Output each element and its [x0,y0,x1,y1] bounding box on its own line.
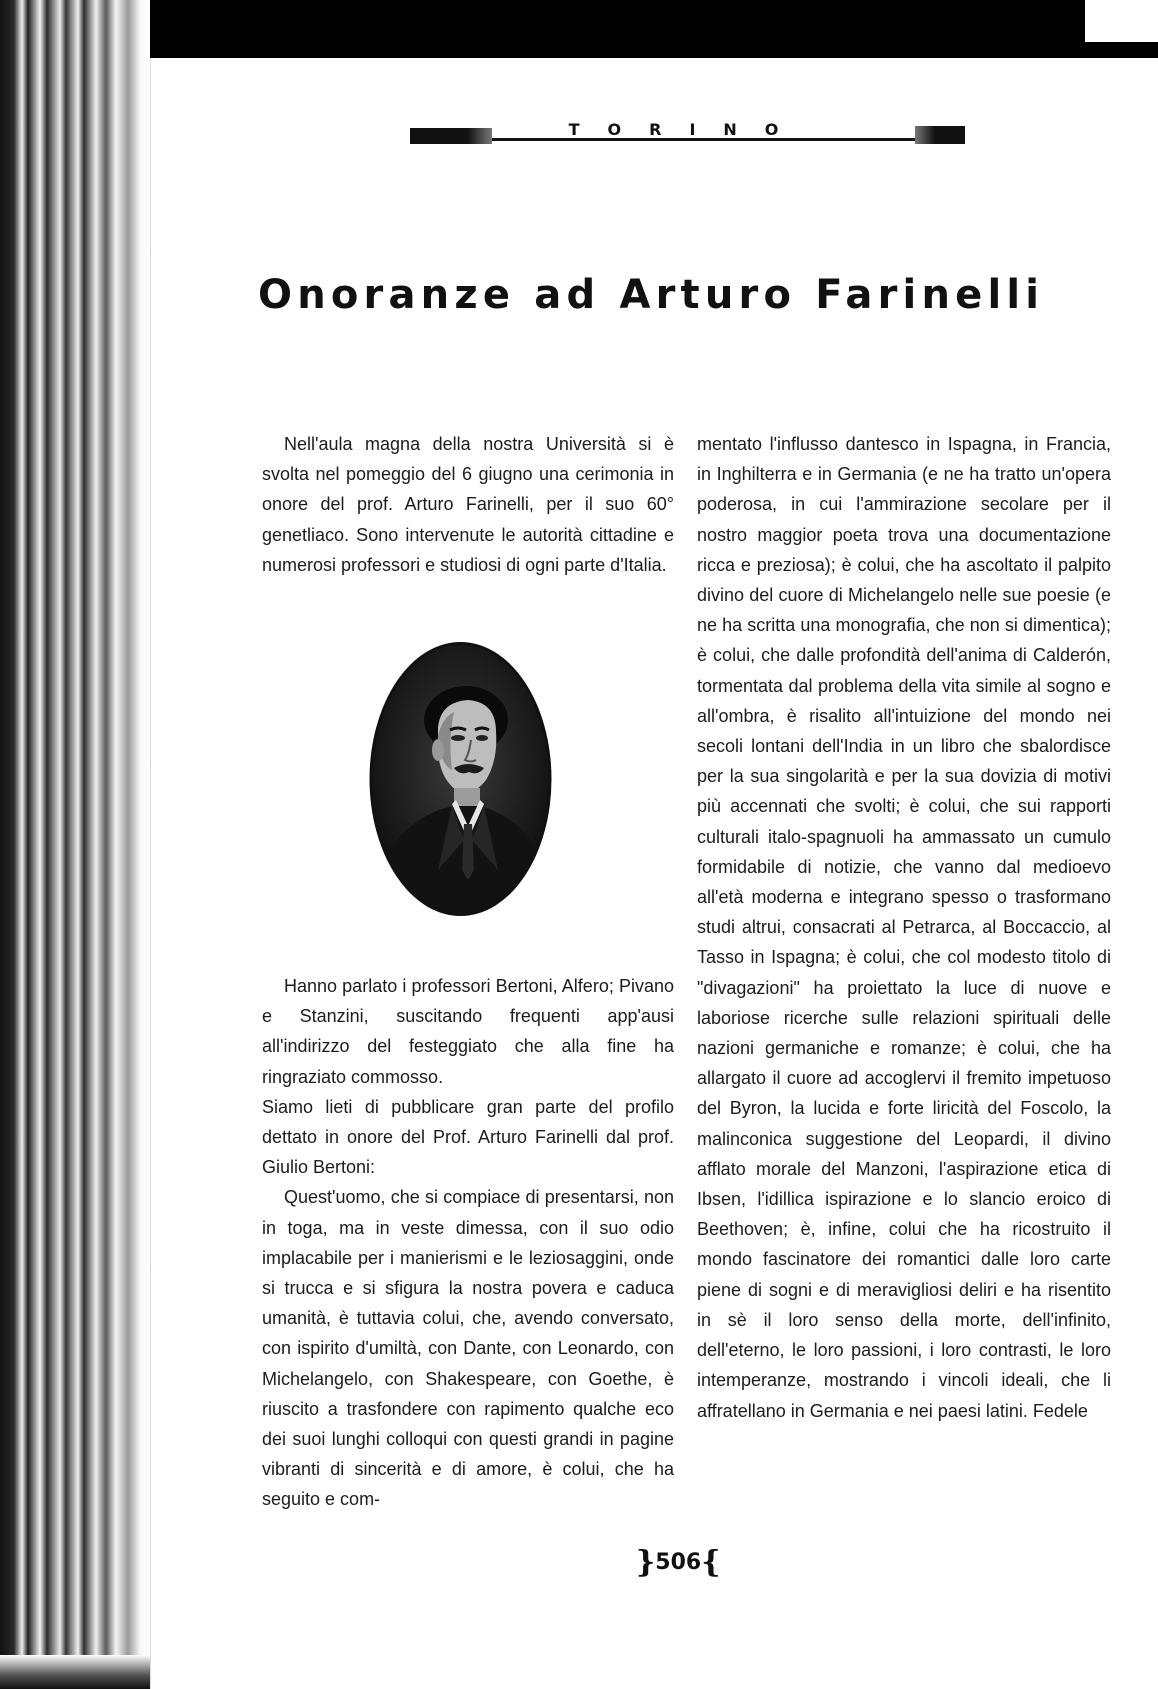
scan-top-corner [1085,0,1158,42]
left-column-top [262,429,674,580]
running-header [410,122,965,146]
page-number [636,1545,721,1585]
intro-paragraph: Nell'aula magna della nostra Università si è svolta nel pomeggio del 6 giugno una cerimonia in onore del prof. Arturo Farinelli, per il suo 60° genetliaco. Sono intervenute le autorità cittadine e numerosi professori e studiosi di ogni parte d'Italia. [262,434,674,575]
page-number-left-ornament: } [636,1545,656,1580]
portrait-photo [368,640,553,918]
profile-paragraph-continued: mentato l'influsso dantesco in Ispagna, in Francia, in Inghilterra e in Germania (e ne ha tratto un'opera poderosa, in cui l'ammirazione secolare per il nostro maggior poeta trova una documentazione ricca e preziosa); è colui, che ha ascoltato il palpito divino del cuore di Michelangelo nelle sue poesie (e ne ha scritta una monografia, che non si dimentica); è colui, che dalle profondità dell'anima di Calderón, tormentata dal problema della vita simile al sogno e all'ombra, è risalito all'intuizione del mondo nei secoli lontani dell'India in un libro che sbalordisce per la sua singolarità e per la sua dovizia di motivi più accennati che svolti; è colui, che sui rapporti culturali italo-spagnuoli ha ammassato un cumulo formidabile di notizie, che vanno dal medioevo all'età moderna e integrano spesso o trasformano studi altrui, consacrati al Petrarca, al Boccaccio, al Tasso in Ispagna; è colui, che col modesto titolo di "divagazioni" ha proiettato la luce di nuove e laboriose ricerche sulle relazioni spirituali delle nazioni germaniche e romanze; è colui, che ha allargato il cuore ad accoglervi il fremito impetuoso del Byron, la lucida e forte liricità del Foscolo, la malinconica suggestione del Leopardi, il divino afflato morale del Manzoni, l'aspirazione etica di Ibsen, l'idillica ispirazione e lo slancio eroico di Beethoven; è, infine, colui che ha ricostruito il mondo fascinatore dei romantici dalle loro carte piene di sogni e di meravigliosi deliri e ha risentito in sè il loro senso della morte, dell'infinito, dell'eterno, le loro passioni, i loro contrasti, le loro intemperanze, mostrando i vincoli ideali, che li affratellano in Germania e nei paesi latini. Fedele [697,434,1111,1421]
speakers-paragraph: Hanno parlato i professori Bertoni, Alfero; Pivano e Stanzini, suscitando frequenti app'ausi all'indirizzo del festeggiato che alla fine ha ringraziato commosso. [262,976,674,1087]
running-header-label: TORINO [568,120,807,139]
portrait-photo-icon [368,640,553,918]
profile-paragraph-start: Quest'uomo, che si compiace di presentarsi, non in toga, ma in veste dimessa, con il suo odio implacabile per i manierismi e le leziosaggini, onde si trucca e si sfigura la nostra povera e caduca umanità, è tuttavia colui, che, avendo conversato, con ispirito d'umiltà, con Dante, con Leonardo, con Michelangelo, con Shakespeare, con Goethe, è riuscito a trasfondere con rapimento qualche eco dei suoi lunghi colloqui con questi grandi in pagine vibranti di sincerità e di amore, è colui, che ha seguito e com- [262,1187,674,1510]
scan-page-stack-edge [0,0,150,1689]
page-number-right-ornament: { [701,1545,721,1580]
scan-bottom-edge [0,1655,170,1689]
page-number-value: 506 [655,1550,702,1575]
left-column-bottom [262,971,674,1515]
right-column [697,429,1111,1426]
article-title: Onoranze ad Arturo Farinelli [258,272,1045,318]
scan-top-edge [0,0,1158,58]
header-ornament-right [915,126,965,144]
profile-intro-paragraph: Siamo lieti di pubblicare gran parte del profilo dettato in onore del Prof. Arturo Farinelli dal prof. Giulio Bertoni: [262,1096,674,1178]
